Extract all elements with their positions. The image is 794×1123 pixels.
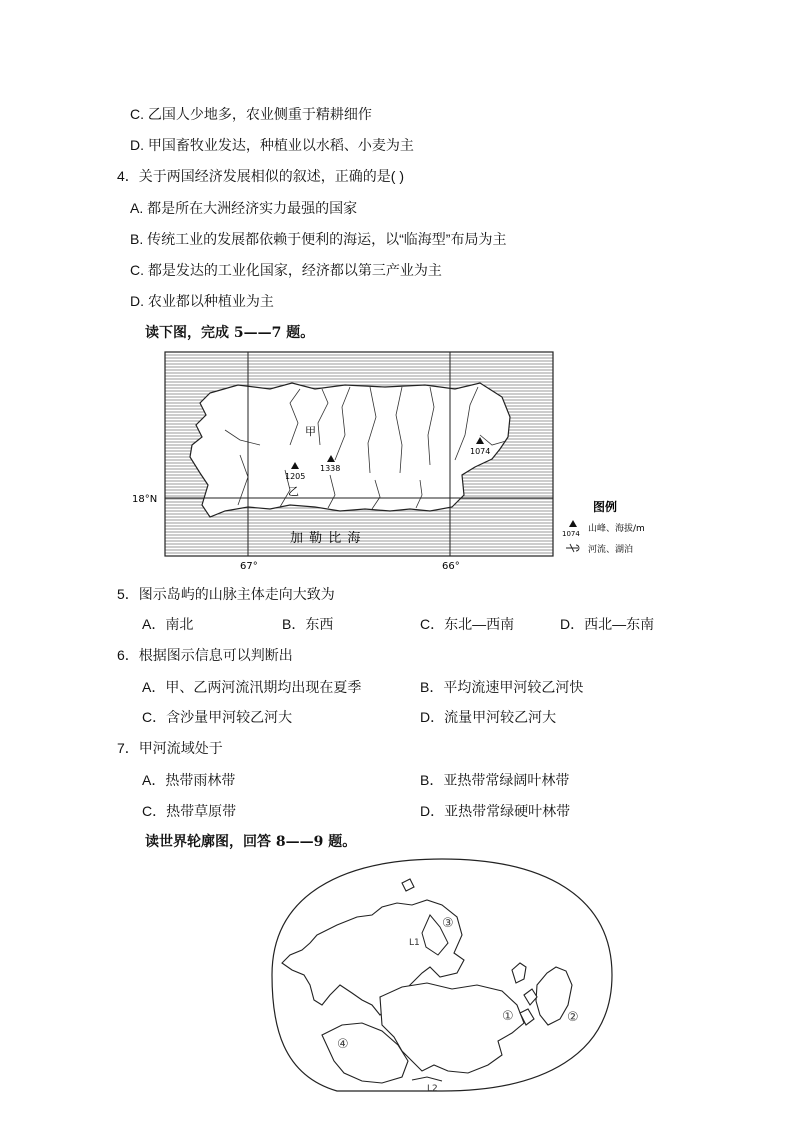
map-label-l2: L2 xyxy=(427,1084,438,1094)
q6-option-b: B．平均流速甲河较乙河快 xyxy=(420,679,584,695)
legend-peak-icon xyxy=(569,520,577,527)
q5-options xyxy=(0,614,794,634)
q4-stem: 4．关于两国经济发展相似的叙述，正确的是( ) xyxy=(117,168,404,184)
q5-stem: 5．图示岛屿的山脉主体走向大致为 xyxy=(117,586,335,602)
q7-stem: 7．甲河流域处于 xyxy=(117,740,223,756)
q6-options-row2 xyxy=(0,707,794,727)
q4-option-d: D. 农业都以种植业为主 xyxy=(130,293,274,309)
map-label-3: ③ xyxy=(442,916,454,931)
latitude-label: 18°N xyxy=(132,494,158,505)
longitude-label-67: 67° xyxy=(240,561,258,572)
q4-option-a: A. 都是所在大洲经济实力最强的国家 xyxy=(130,200,358,216)
legend-peak-text: 山峰、海拔/m xyxy=(588,524,645,534)
section-heading-5-7: 读下图，完成 5——7 题。 xyxy=(145,325,315,341)
map-label-4: ④ xyxy=(337,1037,349,1052)
q6-option-d: D．流量甲河较乙河大 xyxy=(420,709,557,725)
river-label-jia: 甲 xyxy=(305,425,316,438)
peak-elevation-1: 1074 xyxy=(470,447,491,456)
section-heading-8-9: 读世界轮廓图，回答 8——9 题。 xyxy=(145,834,357,850)
world-outline-map xyxy=(262,855,622,1095)
q7-options-row2 xyxy=(0,801,794,821)
q7-option-b: B．亚热带常绿阔叶林带 xyxy=(420,772,570,788)
q7-option-d: D．亚热带常绿硬叶林带 xyxy=(420,803,571,819)
q6-option-a: A．甲、乙两河流汛期均出现在夏季 xyxy=(142,679,362,695)
q5-option-b: B．东西 xyxy=(282,616,334,632)
map-label-2: ② xyxy=(567,1010,579,1025)
map-label-l1: L1 xyxy=(409,938,420,948)
map-legend xyxy=(562,499,645,555)
q6-options-row1 xyxy=(0,677,794,697)
q7-option-c: C．热带草原带 xyxy=(142,803,237,819)
q5-option-d: D．西北—东南 xyxy=(560,616,655,632)
longitude-label-66: 66° xyxy=(442,561,460,572)
q6-option-c: C．含沙量甲河较乙河大 xyxy=(142,709,293,725)
peak-elevation-2: 1338 xyxy=(320,464,341,473)
legend-river-text: 河流、湖泊 xyxy=(588,545,634,555)
sea-label: 加 勒 比 海 xyxy=(290,531,362,546)
q7-options-row1 xyxy=(0,770,794,790)
q5-option-c: C．东北—西南 xyxy=(420,616,515,632)
legend-peak-value: 1074 xyxy=(562,530,580,538)
q3-option-d: D. 甲国畜牧业发达，种植业以水稻、小麦为主 xyxy=(130,137,414,153)
legend-river-icon xyxy=(566,544,579,552)
q7-option-a: A．热带雨林带 xyxy=(142,772,236,788)
map-label-1: ① xyxy=(502,1009,514,1024)
q5-option-a: A．南北 xyxy=(142,616,194,632)
island-map xyxy=(130,345,670,575)
q4-option-b: B. 传统工业的发展都依赖于便利的海运，以“临海型”布局为主 xyxy=(130,231,507,247)
legend-title: 图例 xyxy=(593,500,618,514)
river-label-yi: 乙 xyxy=(288,485,299,498)
q6-stem: 6．根据图示信息可以判断出 xyxy=(117,647,293,663)
island-landmass xyxy=(190,383,510,517)
peak-elevation-3: 1205 xyxy=(285,472,306,481)
q4-option-c: C. 都是发达的工业化国家，经济都以第三产业为主 xyxy=(130,262,442,278)
q3-option-c: C. 乙国人少地多，农业侧重于精耕细作 xyxy=(130,106,372,122)
